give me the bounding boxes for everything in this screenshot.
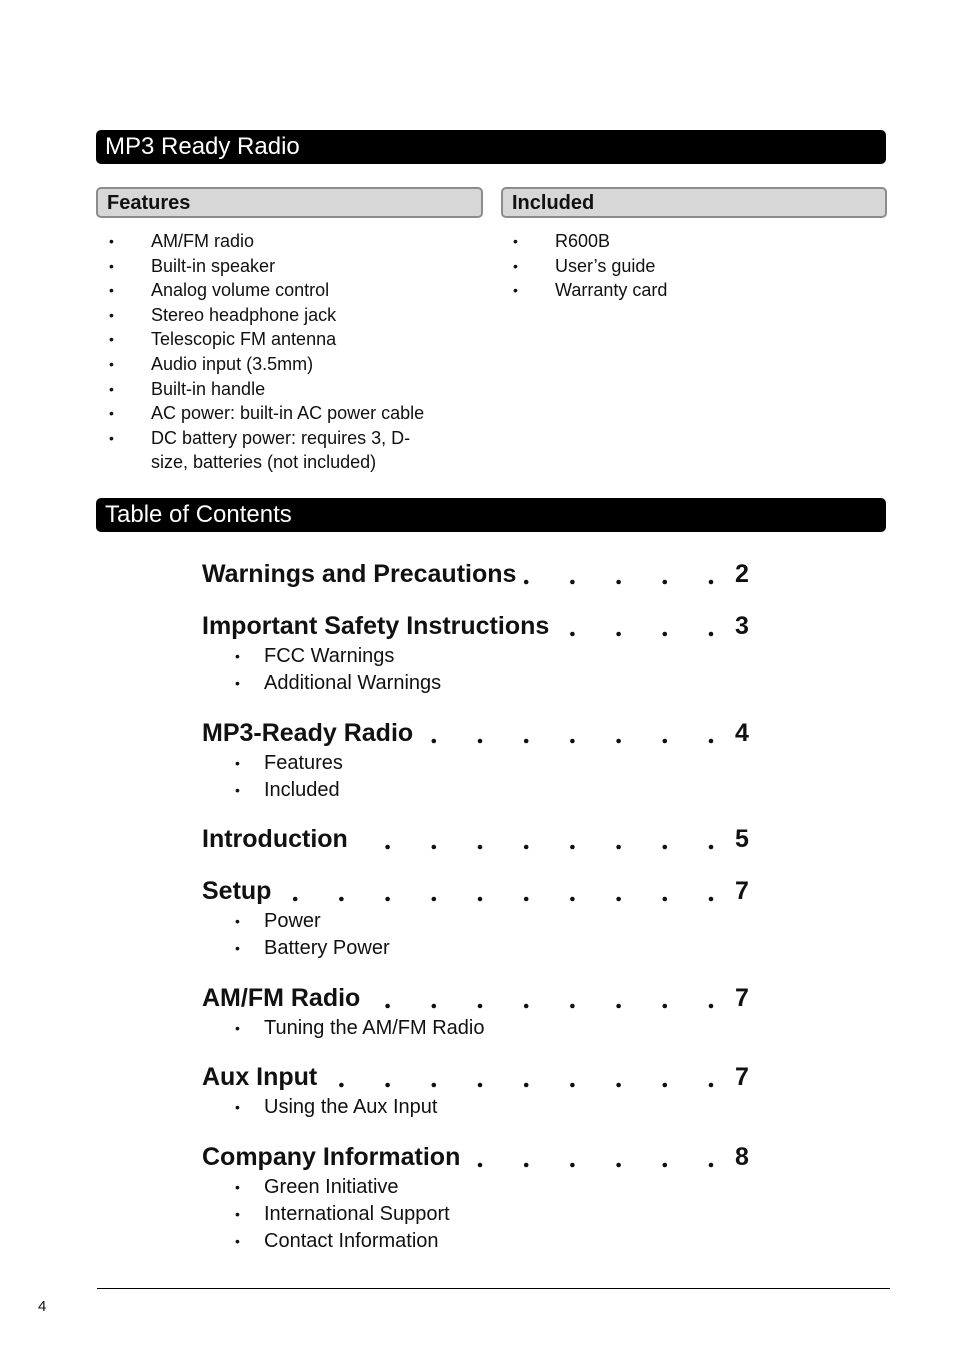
included-item: • Warranty card — [501, 278, 881, 303]
toc-entry[interactable] — [202, 822, 762, 856]
toc-title: Setup — [202, 874, 271, 908]
features-header — [96, 187, 483, 218]
toc-page-number: 7 — [735, 1063, 749, 1091]
leader-dot — [432, 739, 437, 744]
leader-dot — [570, 632, 575, 637]
leader-dot — [524, 845, 529, 850]
toc-page-number: 4 — [735, 719, 749, 747]
leader-dot — [385, 897, 390, 902]
toc-title: AM/FM Radio — [202, 981, 360, 1015]
leader-dot — [478, 845, 483, 850]
included-header — [501, 187, 887, 218]
leader-dot — [432, 897, 437, 902]
leader-dot — [524, 739, 529, 744]
leader-dot — [570, 897, 575, 902]
leader-dot — [709, 632, 714, 637]
toc-subitem: • Battery Power — [202, 935, 762, 962]
page-number: 4 — [38, 1298, 47, 1315]
toc-title: Important Safety Instructions — [202, 609, 549, 643]
toc-title: MP3-Ready Radio — [202, 716, 413, 750]
leader-dot — [478, 739, 483, 744]
leader-dot — [524, 1004, 529, 1009]
toc-leader-dots — [202, 874, 722, 908]
toc-title: Aux Input — [202, 1060, 317, 1094]
leader-dot — [478, 1163, 483, 1168]
leader-dot — [570, 1083, 575, 1088]
leader-dot — [570, 845, 575, 850]
footer-divider — [97, 1288, 890, 1289]
toc-subitem: • Features — [202, 750, 762, 777]
leader-dot — [385, 1083, 390, 1088]
toc-subitem: • International Support — [202, 1201, 762, 1228]
leader-dot — [616, 897, 621, 902]
leader-dot — [616, 1004, 621, 1009]
toc-title: Warnings and Precautions — [202, 557, 516, 591]
feature-item: • AC power: built-in AC power cable — [97, 401, 497, 426]
leader-dot — [709, 1163, 714, 1168]
leader-dot — [293, 897, 298, 902]
toc-subitem: • Using the Aux Input — [202, 1094, 762, 1121]
leader-dot — [524, 1083, 529, 1088]
leader-dot — [663, 1004, 668, 1009]
toc-entry[interactable] — [202, 716, 762, 804]
leader-dot — [709, 1083, 714, 1088]
toc-subitem: • Power — [202, 908, 762, 935]
toc-entry[interactable] — [202, 1140, 762, 1255]
leader-dot — [478, 1004, 483, 1009]
leader-dot — [663, 845, 668, 850]
leader-dot — [432, 1004, 437, 1009]
leader-dot — [616, 632, 621, 637]
toc-subitem: • Additional Warnings — [202, 670, 762, 697]
feature-item: • Built-in speaker — [97, 254, 497, 279]
leader-dot — [524, 1163, 529, 1168]
leader-dot — [385, 1004, 390, 1009]
leader-dot — [709, 580, 714, 585]
included-item: • User’s guide — [501, 254, 881, 279]
section-title: MP3 Ready Radio — [105, 133, 300, 160]
leader-dot — [663, 1083, 668, 1088]
feature-item: • Audio input (3.5mm) — [97, 352, 497, 377]
feature-item: • Stereo headphone jack — [97, 303, 497, 328]
leader-dot — [663, 897, 668, 902]
leader-dot — [616, 1083, 621, 1088]
toc-page-number: 7 — [735, 984, 749, 1012]
section-header-mp3-ready-radio — [96, 130, 886, 164]
leader-dot — [524, 580, 529, 585]
toc-subitem: • Contact Information — [202, 1228, 762, 1255]
feature-item: • Telescopic FM antenna — [97, 327, 497, 352]
leader-dot — [616, 739, 621, 744]
leader-dot — [616, 845, 621, 850]
included-list — [501, 229, 881, 303]
toc-subitem: • Green Initiative — [202, 1174, 762, 1201]
leader-dot — [663, 580, 668, 585]
feature-item: • Analog volume control — [97, 278, 497, 303]
toc-page-number: 2 — [735, 560, 749, 588]
leader-dot — [709, 1004, 714, 1009]
leader-dot — [339, 1083, 344, 1088]
leader-dot — [709, 845, 714, 850]
toc-title: Company Information — [202, 1140, 460, 1174]
leader-dot — [709, 897, 714, 902]
toc-page-number: 3 — [735, 612, 749, 640]
leader-dot — [432, 1083, 437, 1088]
leader-dot — [616, 580, 621, 585]
leader-dot — [478, 1083, 483, 1088]
leader-dot — [432, 845, 437, 850]
leader-dot — [478, 897, 483, 902]
toc-page-number: 7 — [735, 877, 749, 905]
toc-entry[interactable] — [202, 874, 762, 962]
section-title: Table of Contents — [105, 501, 292, 528]
leader-dot — [570, 739, 575, 744]
leader-dot — [570, 1004, 575, 1009]
toc-page-number: 8 — [735, 1143, 749, 1171]
leader-dot — [663, 1163, 668, 1168]
leader-dot — [339, 897, 344, 902]
leader-dot — [663, 632, 668, 637]
leader-dot — [385, 845, 390, 850]
toc-subitem: • Included — [202, 777, 762, 804]
leader-dot — [663, 739, 668, 744]
toc-page-number: 5 — [735, 825, 749, 853]
feature-item: • DC battery power: requires 3, D-size, batteries (not included) — [97, 426, 411, 475]
leader-dot — [570, 1163, 575, 1168]
toc-entry[interactable] — [202, 981, 762, 1042]
toc-subitem: • FCC Warnings — [202, 643, 762, 670]
leader-dot — [570, 580, 575, 585]
leader-dot — [616, 1163, 621, 1168]
features-list — [97, 229, 497, 475]
section-header-table-of-contents — [96, 498, 886, 532]
toc-entry[interactable] — [202, 1060, 762, 1121]
feature-item: • Built-in handle — [97, 377, 497, 402]
included-item: • R600B — [501, 229, 881, 254]
toc-entry[interactable] — [202, 609, 762, 697]
included-heading: Included — [512, 192, 595, 214]
toc-subitem: • Tuning the AM/FM Radio — [202, 1015, 762, 1042]
toc-entry[interactable] — [202, 557, 762, 591]
features-heading: Features — [107, 192, 191, 214]
feature-item: • AM/FM radio — [97, 229, 497, 254]
leader-dot — [709, 739, 714, 744]
toc-title: Introduction — [202, 822, 348, 856]
leader-dot — [524, 897, 529, 902]
